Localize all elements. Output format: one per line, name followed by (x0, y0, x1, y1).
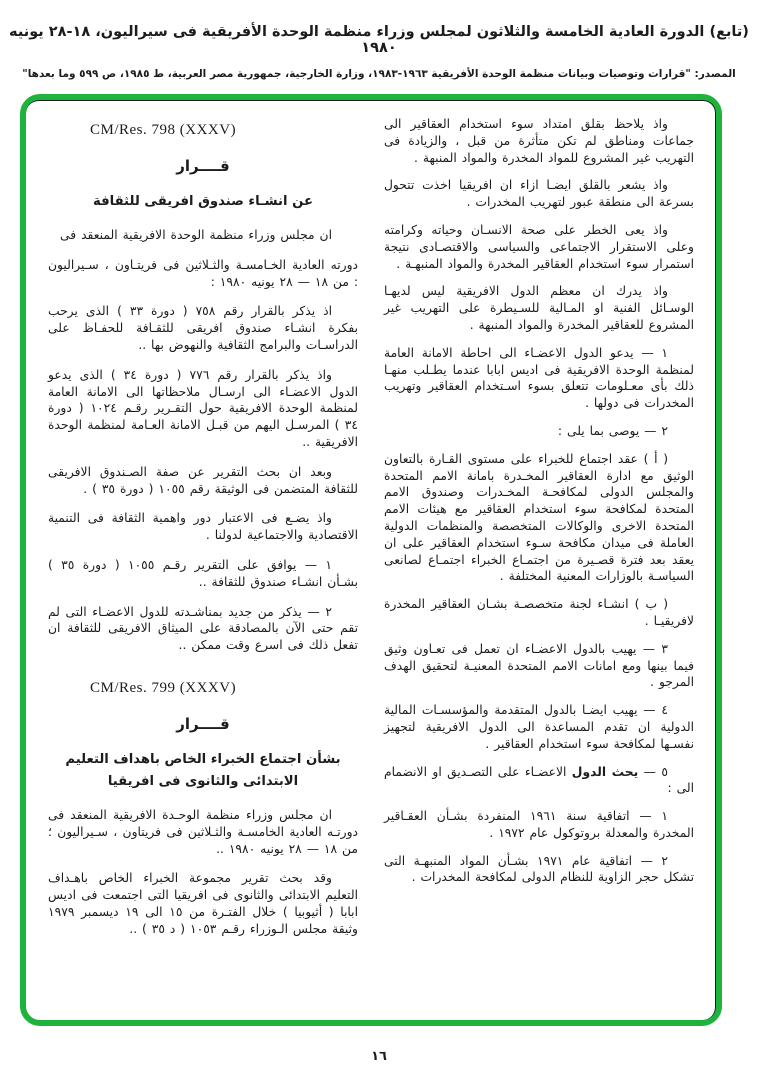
resolution-subtitle (48, 749, 358, 793)
subtitle-line-1: بشأن اجتماع الخبراء الخاص باهداف التعليم (65, 751, 341, 767)
paragraph: واذ يذكر بالقرار رقم ٧٧٦ ( دورة ٣٤ ) الذى يدعو الدول الاعضـاء الى ارسـال ملاحظاتها الى الامانة العامة لمنظمة الوحدة الافريقية حول التقـرير رقـم ١٠٢٤ ( دورة ٣٤ ) المرسـل اليهم من قبـل الامانة العـامة لمنظمة الوحدة الافريقية .. (48, 367, 359, 449)
paragraph: واذ يدرك ان معظم الدول الافريقية ليس لديهـا الوسـائل الفنية او المـالية للسـيطرة على التهريب غير المشروع للعقاقير المخدرة والمواد المنبهة . (384, 284, 694, 332)
resolution-799 (48, 680, 358, 938)
paragraph: ٤ — يهيب ايضـا بالدول المتقدمة والمؤسسـات المالية الدولية ان تقدم المساعدة الى الدول الافريقية لتجهيز نفسـها لمكافحة سوء استخدام العقاقير . (384, 703, 694, 751)
paragraph: ١ — يوافق على التقرير رقـم ١٠٥٥ ( دورة ٣٥ ) بشـأن انشـاء صندوق للثقافة .. (48, 557, 358, 589)
page-header (0, 24, 758, 80)
paragraph: وقد بحث تقرير مجموعة الخبراء الخاص باهـداف التعليم الابتدائى والثانوى فى افريقيا التى اجتمعت فى اديس ابابا ( أثيوبيا ) خلال الفتـرة من ١٥ الى ١٩ ديسمبر ١٩٧٩ وثيقة مجلس الـوزراء رقـم ١٠٥٣ ( د ٣٥ ) .. (48, 871, 358, 936)
resolution-798 (48, 122, 358, 654)
subtitle-line-2: الابتدائى والثانوى فى افريقيا (107, 773, 299, 789)
paragraph: ( ب ) انشـاء لجنة متخصصـة بشـان العقاقير المخدرة لافريقيـا . (384, 597, 694, 628)
paragraph: ٢ — يذكر من جديد بمناشـدته للدول الاعضـاء التى لم تقم حتى الآن بالمصادقة على الميثاق الافريقى للثقافة ان تفعل ذلك فى اسرع وقت ممكن .. (48, 604, 358, 653)
resolution-title: قــــرار (176, 714, 230, 733)
paragraph: ٣ — يهيب بالدول الاعضـاء ان تعمل فى تعـاون وثيق فيما بينها ومع امانات الامم المتحدة المعنيـة لتحقيق الهدف المرجو . (384, 641, 694, 690)
resolution-title: قــــرار (176, 157, 230, 175)
source-note: المصدر: "قرارات وتوصيات وبيانات منظمة الوحدة الأفريقية ١٩٦٣-١٩٨٣، وزارة الخارجية، جمهورية مصر العربية، ط ١٩٨٥، ص ٥٩٩ وما بعدها" (22, 68, 736, 80)
two-column-layout (26, 100, 716, 1020)
paragraph: واذ يلاحظ بقلق امتداد سوء استخدام العقاقير الى جماعات ومناطق لم تكن متأثرة من قبل ، والزيادة فى التهريب غير المشروع للمواد المخدرة والمواد المنبهة . (384, 117, 694, 165)
paragraph: واذ يضـع فى الاعتبار دور واهمية الثقافة فى التنمية الاقتصادية والاجتماعية لدولنا . (48, 511, 358, 543)
paragraph: واذ يعى الخطر على صحة الانسـان وحياته وكرامته وعلى الاستقرار الاجتماعى والسياسى والاقتصـادى نتيجة استمرار سوء استخدام العقاقير المخدرة والمواد المنبهـة . (384, 222, 694, 271)
session-title: (تابع) الدورة العادية الخامسة والثلاثون لمجلس وزراء منظمة الوحدة الأفريقية فى سيراليون، ١٨-٢٨ يونيه ١٩٨٠ (9, 24, 749, 56)
paragraph: ١ — اتفاقية سنة ١٩٦١ المنفردة بشـأن العقـاقير المخدرة والمعدلة بروتوكول عام ١٩٧٢ . (384, 809, 694, 840)
paragraph: ان مجلس وزراء منظمة الوحدة الافريقية المنعقد فى (60, 228, 332, 242)
paragraph: واذ يشعر بالقلق ايضـا ازاء ان افريقيا اخذت تتحول بسرعة الى منطقة عبور لتهريب المخدرات . (384, 178, 694, 210)
right-column (384, 116, 694, 1010)
resolution-number: CM/Res. 799 (XXXV) (90, 679, 237, 696)
page-number: ١٦ (371, 1049, 387, 1064)
item-number: ٥ — (638, 764, 668, 779)
paragraph: ٢ — اتفاقية عام ١٩٧١ بشـأن المواد المنبهـة التى تشكل حجر الزاوية للنظام الدولى لمكافحة المخدرات . (384, 853, 694, 885)
paragraph: ٢ — يوصى بما يلى : (557, 423, 668, 438)
paragraph: ان مجلس وزراء منظمة الوحـدة الافريقية المنعقد فى دورتـه العادية الخامسـة والثـلاثين فى فريتاون ، سـيراليون ؛ من ١٨ — ٢٨ يونيه ١٩٨٠ .. (48, 807, 358, 856)
left-column (48, 116, 358, 1010)
paragraph: ( أ ) عقد اجتماع للخبراء على مستوى القـارة بالتعاون الوثيق مع ادارة العقاقير المخـدرة بامانة الامم المتحدة والمجلس الدولى لمكافحـة المخـدرات وصندوق الامم المتحدة لمكافحة سوء استخدام العقاقير مع هيئات الامم المتحدة الاخرى والوكالات المتخصصة والمنظمات الدولية العاملة فى ميدان مكافحة سـوء استخدام العقاقير على ان يعقد بعد فترة قصـيرة من اجتمـاع الخبراء اجتمـاع لصانعى السياسـة بالوزارات المعنية المختلفة . (384, 451, 694, 584)
resolution-number: CM/Res. 798 (XXXV) (90, 122, 237, 138)
green-border-frame (20, 94, 722, 1026)
paragraph: ١ — يدعو الدول الاعضـاء الى احاطة الامانة العامة لمنظمة الوحدة الافريقية فى اديس ابابا عندما يطـلب منهـا ذلك بأى معـلومات تتعلق بسوء اسـتخدام العقاقير وتهريب المخدرات فى دولها . (384, 345, 694, 411)
resolution-subtitle: عن انشـاء صندوق افريقى للثقافة (92, 194, 313, 209)
emphasized-text: يحث الدول (571, 764, 639, 779)
paragraph-item-5 (384, 764, 694, 798)
item-text: الاعضـاء على التصـديق او الانضمام الى : (384, 764, 694, 796)
paragraph: اذ يذكر بالقرار رقم ٧٥٨ ( دورة ٣٣ ) الذى يرحب بفكرة انشـاء صندوق افريقى للثقـافة للحفـاظ على الدراسـات والبرامج الثقافية والنهوض بها .. (48, 304, 358, 352)
paragraph: وبعد ان بحث التقرير عن صفة الصـندوق الافريقى للثقافة المتضمن فى الوثيقة رقم ١٠٥٥ ( دورة ٣٥ ) . (48, 464, 358, 496)
paragraph: دورته العادية الخـامسـة والثـلاثين فى فريتـاون ، سـيراليون : من ١٨ — ٢٨ يونيه ١٩٨٠ : (48, 257, 358, 289)
